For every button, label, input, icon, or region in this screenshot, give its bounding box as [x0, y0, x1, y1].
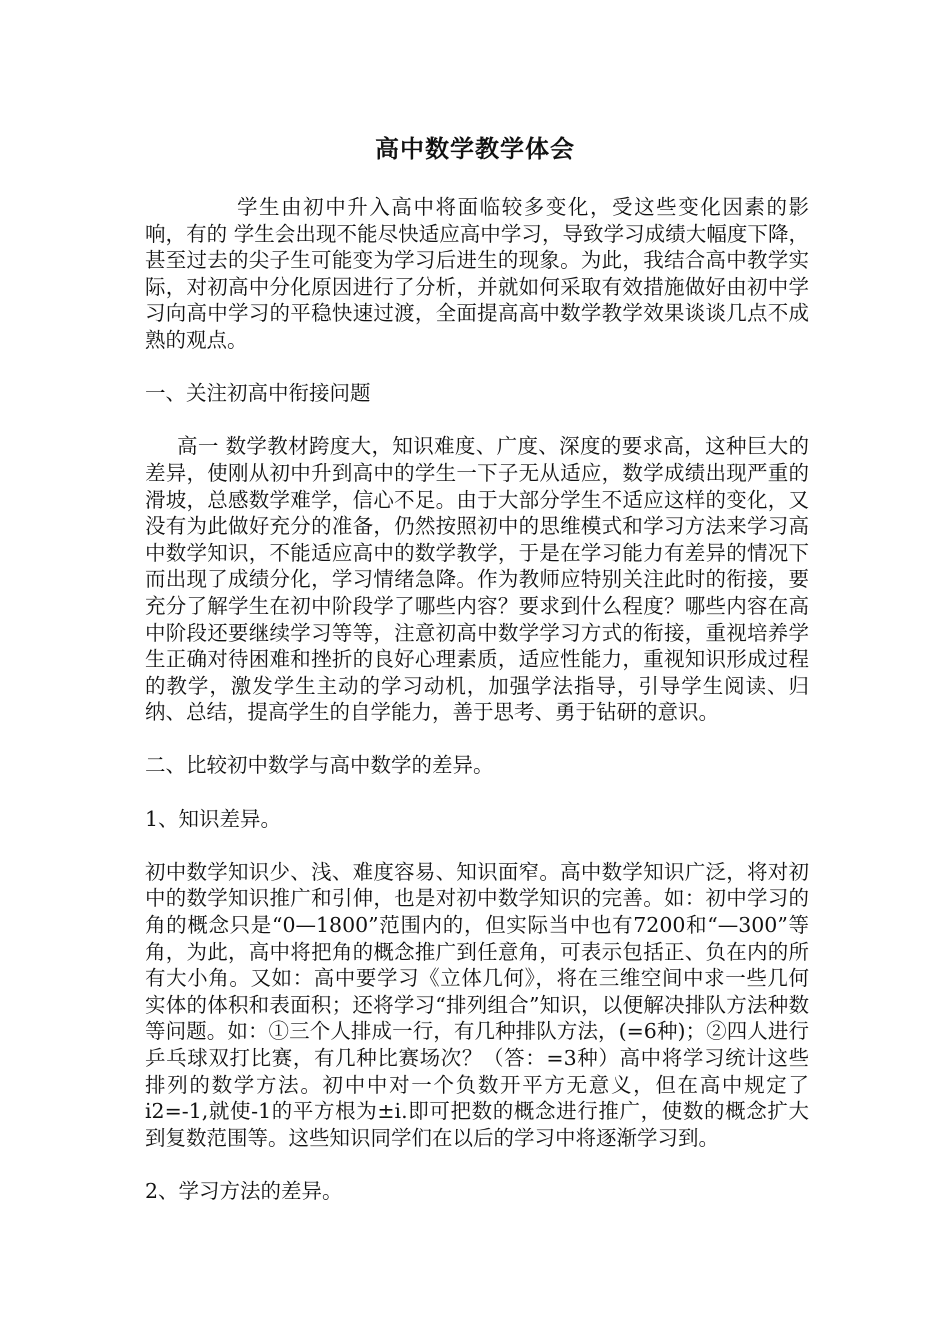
subsection-heading-2: 2、学习方法的差异。: [145, 1178, 343, 1203]
document-title: 高中数学教学体会: [375, 134, 575, 163]
document-body: [145, 194, 809, 1231]
subsection-1-paragraph: 初中数学知识少、浅、难度容易、知识面窄。高中数学知识广泛，将对初中的数学知识推广和引伸，也是对初中数学知识的完善。如：初中学习的角的概念只是“0—1800”范围内的，但实际当中也有7200和“—300”等角，为此，高中将把角的概念推广到任意角，可表示包括正、负在内的所有大小角。又如：高中要学习《立体几何》，将在三维空间中求一些几何实体的体积和表面积；还将学习“排列组合”知识，以便解决排队方法种数等问题。如：①三个人排成一行，有几种排队方法，(=6种)；②四人进行乒乓球双打比赛，有几种比赛场次？（答：=3种）高中将学习统计这些排列的数学方法。初中中对一个负数开平方无意义，但在高中规定了i2=-1,就使-1的平方根为±i.即可把数的概念进行推广，使数的概念扩大到复数范围等。这些知识同学们在以后的学习中将逐渐学习到。: [145, 859, 809, 1150]
section-1-paragraph: 高一 数学教材跨度大，知识难度、广度、深度的要求高，这种巨大的差异，使刚从初中升到高中的学生一下子无从适应，数学成绩出现严重的滑坡，总感数学难学，信心不足。由于大部分学生不适应这样的变化，又没有为此做好充分的准备，仍然按照初中的思维模式和学习方法来学习高中数学知识，不能适应高中的数学教学，于是在学习能力有差异的情况下而出现了成绩分化，学习情绪急降。作为教师应特别关注此时的衔接，要充分了解学生在初中阶段学了哪些内容？要求到什么程度？哪些内容在高中阶段还要继续学习等等，注意初高中数学学习方式的衔接，重视培养学生正确对待困难和挫折的良好心理素质，适应性能力，重视知识形成过程的教学，激发学生主动的学习动机，加强学法指导，引导学生阅读、归纳、总结，提高学生的自学能力，善于思考、勇于钻研的意识。: [145, 434, 809, 725]
section-heading-1: 一、关注初高中衔接问题: [145, 381, 371, 406]
section-heading-2: 二、比较初中数学与高中数学的差异。: [145, 753, 494, 778]
intro-paragraph: 学生由初中升入高中将面临较多变化，受这些变化因素的影响，有的 学生会出现不能尽快适应高中学习，导致学习成绩大幅度下降，甚至过去的尖子生可能变为学习后进生的现象。为此，我结合高中教学实际，对初高中分化原因进行了分析，并就如何采取有效措施做好由初中学习向高中学习的平稳快速过渡，全面提高高中数学教学效果谈谈几点不成熟的观点。: [145, 195, 809, 352]
subsection-heading-1: 1、知识差异。: [145, 806, 282, 831]
